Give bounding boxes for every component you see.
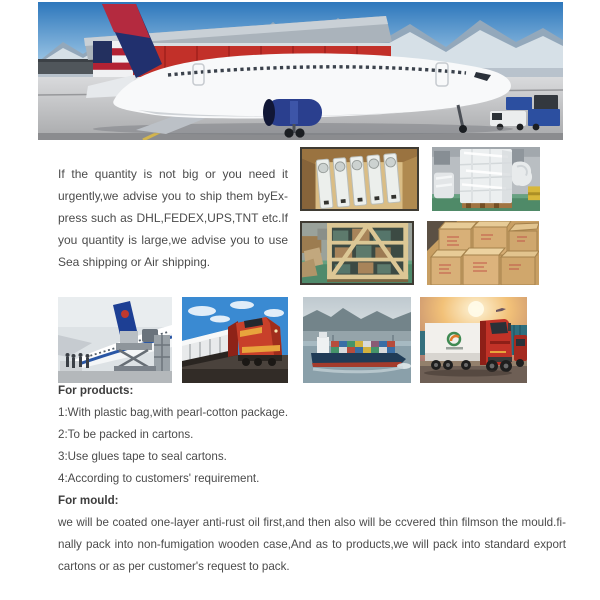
sun bbox=[468, 301, 484, 317]
air-cargo-illustration bbox=[58, 297, 172, 383]
mould-line: nally pack into non-fumigation wooden case,And as to products,we will pack into standard export bbox=[58, 538, 566, 551]
mould-line: cartons or as per customer's request to pack. bbox=[58, 560, 290, 573]
product-item: 3:Use glues tape to seal cartons. bbox=[58, 450, 227, 463]
shipping-advice-text bbox=[58, 163, 288, 273]
advice-line: you quantity is large,we advise you to use bbox=[58, 233, 288, 247]
packaging-details bbox=[58, 380, 566, 578]
crate bbox=[327, 223, 408, 282]
mould-line: we will be coated one-layer anti-rust oil first,and then also will be ccvered thin filmson the mould.fi- bbox=[58, 516, 566, 529]
airplane-at-airport-illustration bbox=[38, 2, 563, 140]
aluminum-profiles bbox=[316, 153, 400, 208]
photo-truck-delivery bbox=[420, 297, 527, 383]
wooden-crate-illustration bbox=[302, 223, 412, 283]
carton-boxes bbox=[431, 221, 539, 285]
advice-line: If the quantity is not big or you need it bbox=[58, 167, 288, 181]
mould-heading: For mould: bbox=[58, 494, 119, 507]
photo-wrapped-pallet bbox=[432, 147, 540, 211]
photo-wooden-crate bbox=[300, 221, 414, 285]
photo-stacked-cartons bbox=[427, 221, 539, 285]
advice-line: Sea shipping or Air shipping. bbox=[58, 255, 211, 269]
products-heading: For products: bbox=[58, 384, 134, 397]
advice-line: urgently,we advise you to ship them byEx- bbox=[58, 189, 288, 203]
product-item: 4:According to customers' requirement. bbox=[58, 472, 260, 485]
truck-illustration bbox=[420, 297, 527, 383]
film-wrapped-stack bbox=[460, 149, 512, 203]
photo-container-ship bbox=[303, 297, 411, 383]
stacked-cartons-illustration bbox=[427, 221, 539, 285]
photo-freight-train bbox=[182, 297, 288, 383]
container-ship-illustration bbox=[303, 297, 411, 383]
wrapped-pallet-illustration bbox=[432, 147, 540, 211]
product-item: 1:With plastic bag,with pearl-cotton package. bbox=[58, 406, 289, 419]
photo-parts-in-carton bbox=[300, 147, 419, 211]
red-cab bbox=[480, 319, 512, 372]
advice-line: press such as DHL,FEDEX,UPS,TNT etc.If bbox=[58, 211, 288, 225]
photo-air-cargo-loading bbox=[58, 297, 172, 383]
hero-airport-photo bbox=[38, 2, 563, 140]
product-item: 2:To be packed in cartons. bbox=[58, 428, 194, 441]
freight-train-illustration bbox=[182, 297, 288, 383]
parts-in-carton-illustration bbox=[302, 149, 417, 209]
